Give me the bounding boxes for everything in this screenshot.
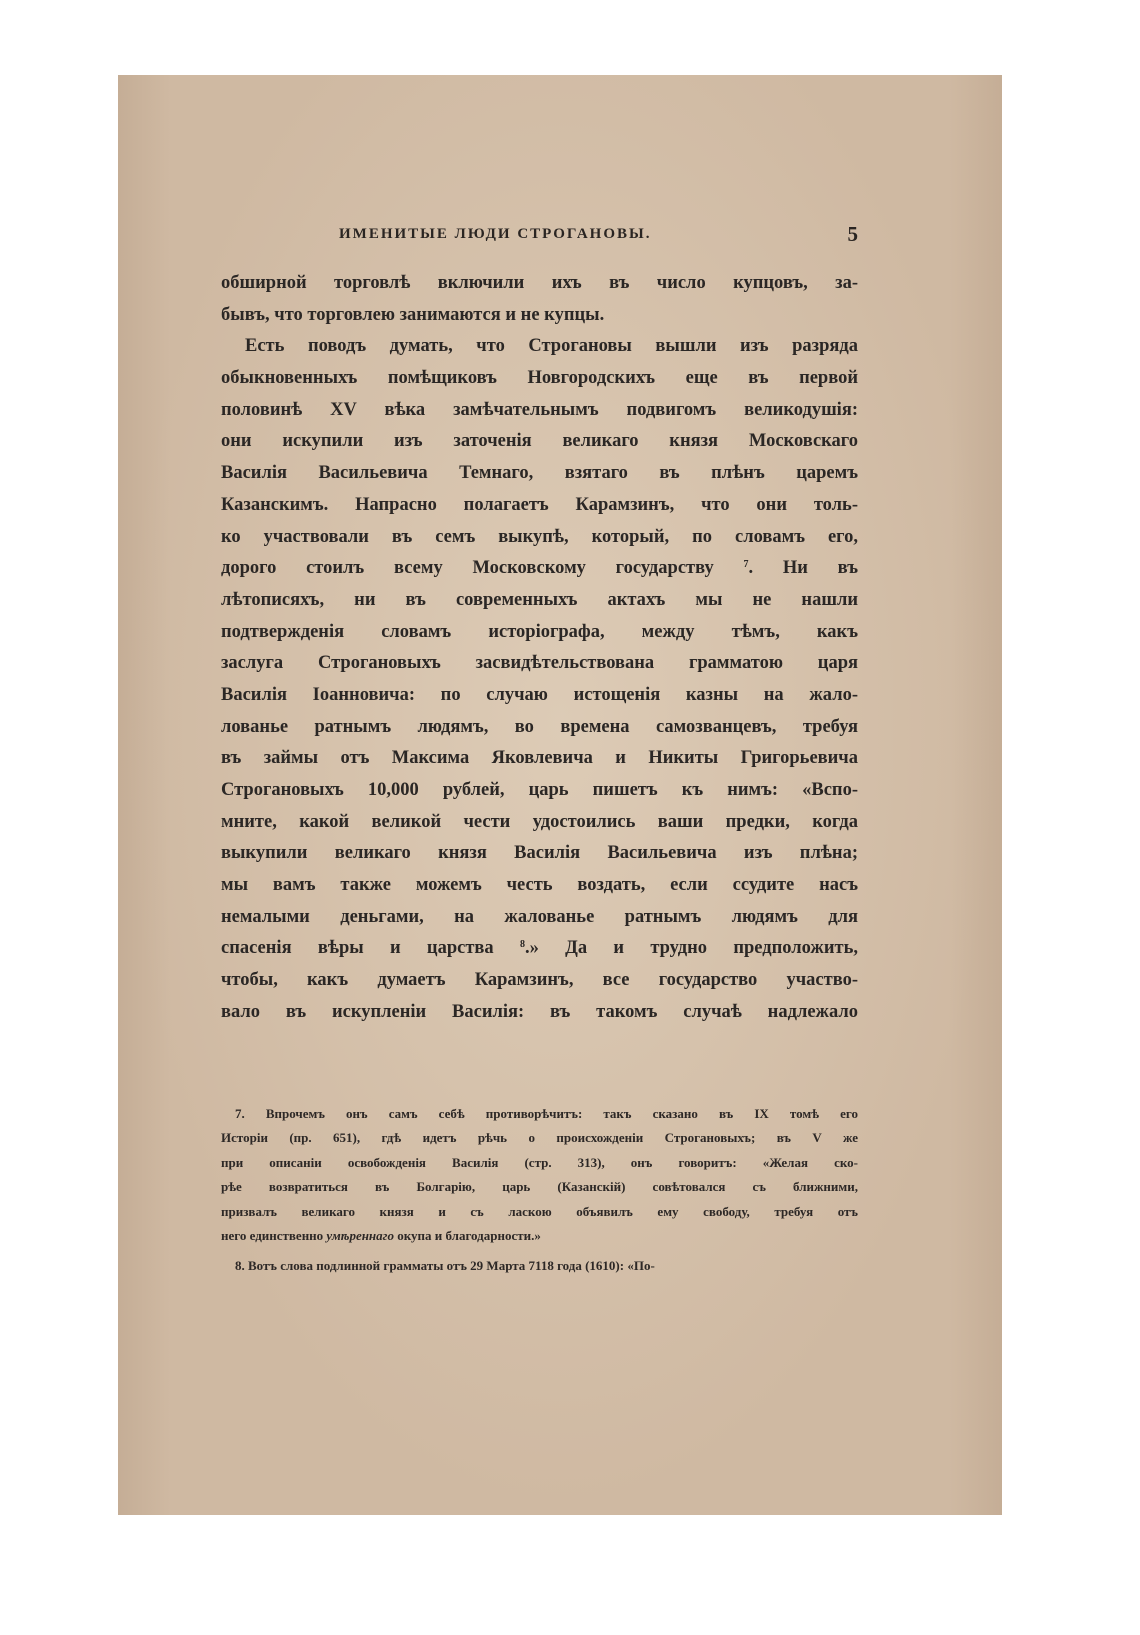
text-line: въ займы отъ Максима Яковлевича и Никиты Григорьевича <box>221 748 858 769</box>
text-line: мните, какой великой чести удостоились ваши предки, когда <box>221 811 858 832</box>
page-header <box>221 222 858 246</box>
footnote-ref-8[interactable]: 8 <box>519 939 525 951</box>
footnote-8: 8. Вотъ слова подлинной грамматы отъ 29 Марта 7118 года (1610): «По- <box>235 1258 655 1274</box>
text-line: Есть поводъ думать, что Строгановы вышли изъ разряда <box>245 336 858 357</box>
footnote-line <box>221 1224 858 1248</box>
text-line <box>221 553 858 585</box>
text-line: обширной торговлѣ включили ихъ въ число купцовъ, за- <box>221 273 858 293</box>
footnote-line: рѣе возвратиться въ Болгарію, царь (Казанскій) совѣтовался съ ближними, <box>221 1179 858 1195</box>
footnote-7 <box>221 1102 858 1248</box>
footnote-line: призвалъ великаго князя и съ ласкою объявилъ ему свободу, требуя отъ <box>221 1203 858 1219</box>
text-line-start: спасенія вѣры и царства <box>221 938 494 959</box>
text-line <box>221 933 858 965</box>
text-line: лованье ратнымъ людямъ, во времена самозванцевъ, требуя <box>221 716 858 737</box>
footnote-line: Исторіи (пр. 651), гдѣ идетъ рѣчь о происхожденіи Строгановыхъ; въ V же <box>221 1130 858 1146</box>
footnote-line: при описаніи освобожденія Василія (стр. 313), онъ говоритъ: «Желая ско- <box>221 1154 858 1170</box>
text-line: ко участвовали въ семъ выкупѣ, который, по словамъ его, <box>221 526 858 547</box>
text-line: вало въ искупленіи Василія: въ такомъ случаѣ надлежало <box>221 1001 858 1022</box>
text-line: бывъ, что торговлею занимаются и не купцы. <box>221 304 605 325</box>
text-line-end: .» Да и трудно предположить, <box>524 938 858 959</box>
text-line: Василія Васильевича Темнаго, взятаго въ плѣнъ царемъ <box>221 463 858 484</box>
footnote-italic-word: умѣреннаго <box>326 1227 394 1243</box>
text-line: они искупили изъ заточенія великаго князя Московскаго <box>221 431 858 452</box>
text-line: лѣтописяхъ, ни въ современныхъ актахъ мы не нашли <box>221 589 858 610</box>
text-line: Казанскимъ. Напрасно полагаетъ Карамзинъ, что они толь- <box>221 494 858 515</box>
footnotes <box>221 1102 858 1279</box>
footnote-line: 7. Впрочемъ онъ самъ себѣ противорѣчитъ: такъ сказано въ IX томѣ его <box>235 1106 858 1121</box>
page-number: 5 <box>847 222 858 246</box>
text-line-end: . Ни въ <box>748 558 858 579</box>
text-line: половинѣ XV вѣка замѣчательнымъ подвигомъ великодушія: <box>221 399 858 420</box>
main-text <box>221 268 858 1029</box>
text-line-start: дорого стоилъ всему Московскому государству <box>221 558 714 579</box>
text-line: обыкновенныхъ помѣщиковъ Новгородскихъ еще въ первой <box>221 368 858 389</box>
text-line: выкупили великаго князя Василія Васильевича изъ плѣна; <box>221 843 858 864</box>
footnote-ref-7[interactable]: 7 <box>743 559 749 571</box>
footnote-text: окупа и благодарности.» <box>397 1227 541 1243</box>
text-line: заслуга Строгановыхъ засвидѣтельствована грамматою царя <box>221 653 858 674</box>
text-line: Василія Іоанновича: по случаю истощенія казны на жало- <box>221 684 858 705</box>
text-line: Строгановыхъ 10,000 рублей, царь пишетъ къ нимъ: «Вспо- <box>221 780 858 800</box>
text-line: чтобы, какъ думаетъ Карамзинъ, все государство участво- <box>221 970 858 991</box>
footnote-text: него единственно <box>221 1227 324 1243</box>
text-line: немалыми деньгами, на жалованье ратнымъ людямъ для <box>221 906 858 927</box>
text-line: подтвержденія словамъ исторіографа, между тѣмъ, какъ <box>221 621 858 642</box>
text-line: мы вамъ также можемъ честь воздать, если ссудите насъ <box>221 875 858 896</box>
running-title: ИМЕНИТЫЕ ЛЮДИ СТРОГАНОВЫ. <box>339 226 652 242</box>
